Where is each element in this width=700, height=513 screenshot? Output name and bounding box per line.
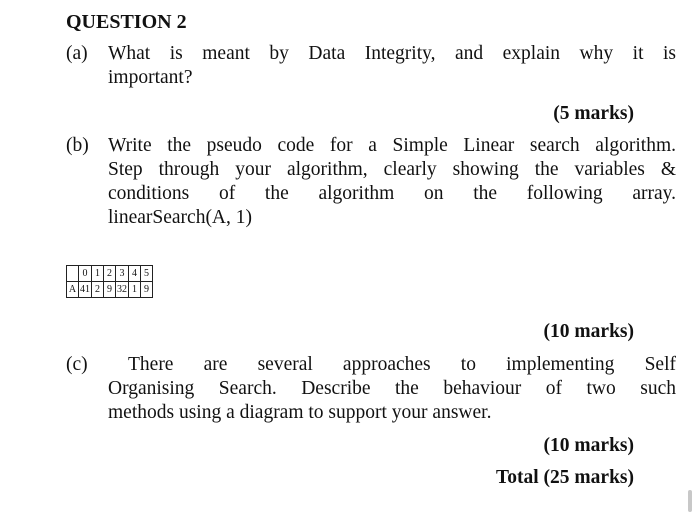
part-a-marks: (5 marks) [553, 103, 634, 124]
part-b-line-1: Write the pseudo code for a Simple Linear search algorithm. [108, 135, 676, 156]
array-index-cell: 2 [104, 266, 116, 282]
array-index-cell: 1 [92, 266, 104, 282]
part-a-line-1: What is meant by Data Integrity, and explain why it is [108, 43, 676, 64]
array-value-cell: 9 [141, 282, 153, 298]
part-a-line-2: important? [108, 67, 193, 88]
part-c-marks: (10 marks) [543, 435, 634, 456]
question-title: QUESTION 2 [66, 11, 187, 33]
part-b-label: (b) [66, 135, 89, 156]
part-b-marks: (10 marks) [543, 321, 634, 342]
array-name-cell: A [67, 282, 79, 298]
array-index-cell: 0 [79, 266, 92, 282]
part-c-line-3: methods using a diagram to support your answer. [108, 402, 492, 423]
array-value-cell: 41 [79, 282, 92, 298]
array-value-cell: 9 [104, 282, 116, 298]
part-b-line-4: linearSearch(A, 1) [108, 207, 253, 228]
array-corner-cell [67, 266, 79, 282]
array-value-cell: 1 [129, 282, 141, 298]
array-value-row [67, 282, 153, 298]
array-value-cell: 2 [92, 282, 104, 298]
array-index-cell: 4 [129, 266, 141, 282]
part-a-label: (a) [66, 43, 88, 64]
scrollbar-thumb[interactable] [688, 490, 692, 512]
array-value-cell: 32 [116, 282, 129, 298]
part-b-line-3: conditions of the algorithm on the following array. [108, 183, 676, 204]
part-c-line-1: There are several approaches to implementing Self [128, 354, 676, 375]
array-index-cell: 5 [141, 266, 153, 282]
array-table [66, 265, 153, 298]
part-b-line-2: Step through your algorithm, clearly showing the variables & [108, 159, 676, 180]
array-index-cell: 3 [116, 266, 129, 282]
array-index-row [67, 266, 153, 282]
part-c-line-2: Organising Search. Describe the behaviour of two such [108, 378, 676, 399]
total-marks: Total (25 marks) [496, 467, 634, 488]
part-c-label: (c) [66, 354, 88, 375]
